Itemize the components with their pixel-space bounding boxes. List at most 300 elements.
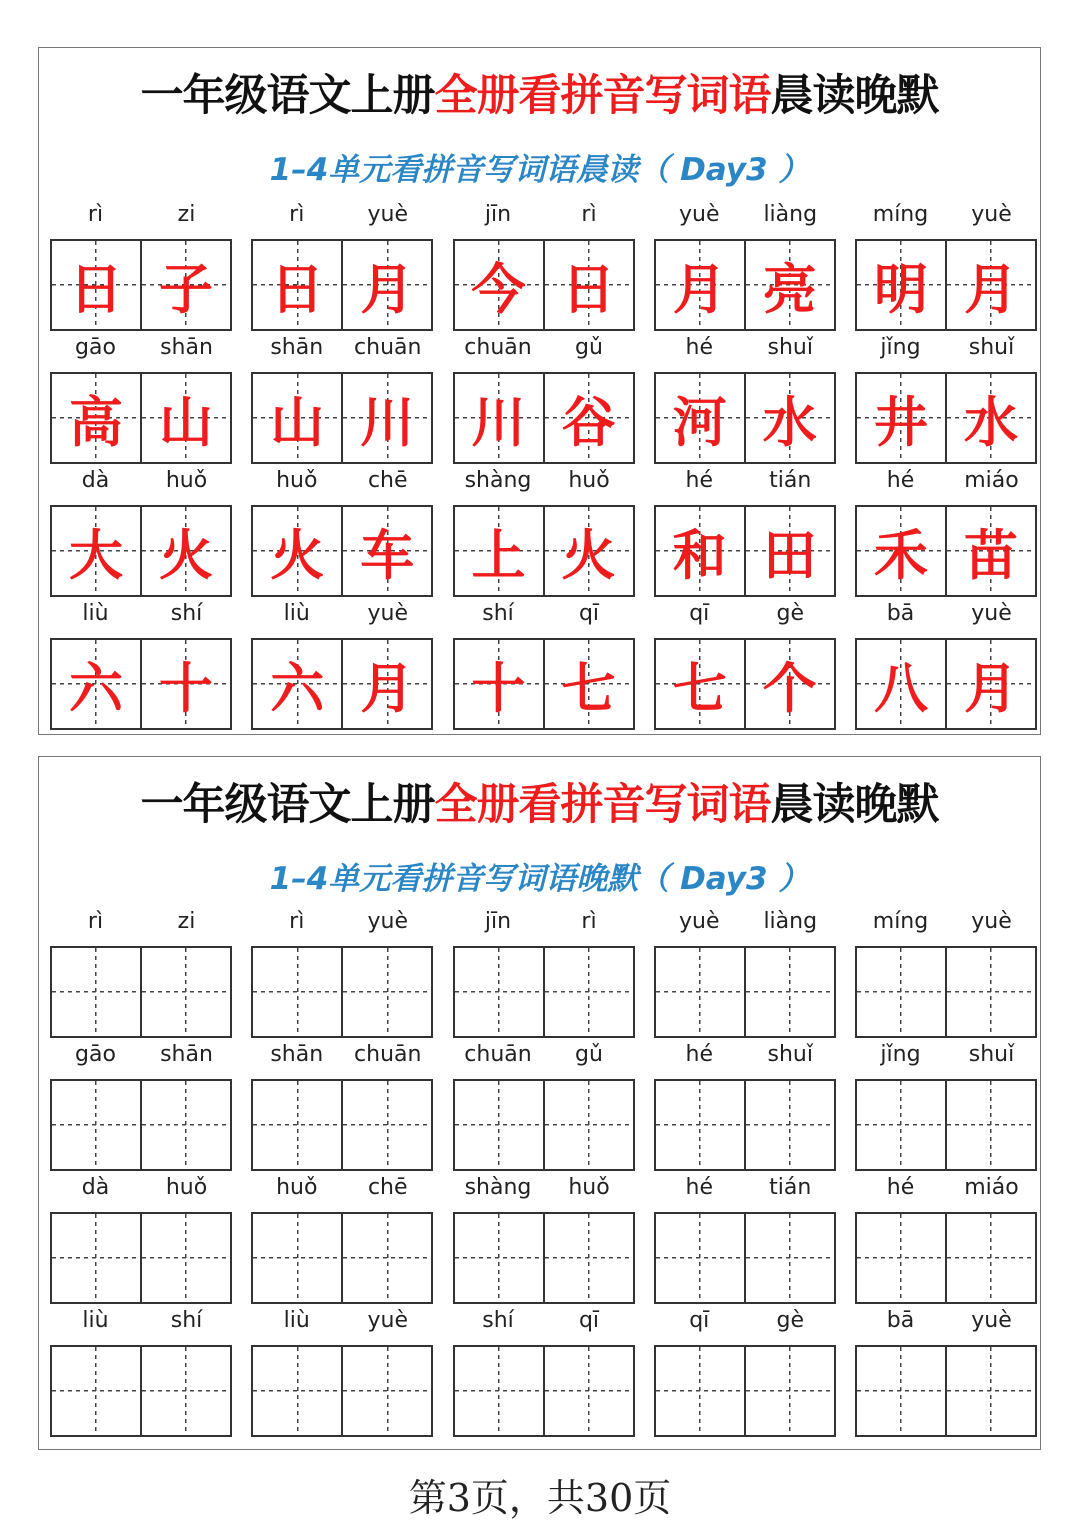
tianzige-box[interactable]: [945, 948, 1035, 1036]
word-cell: [50, 599, 232, 732]
hanzi-char: 明: [874, 256, 928, 321]
pinyin: hé: [685, 1175, 713, 1200]
word-cell: [453, 907, 635, 1040]
word-cell: [855, 200, 1037, 333]
page-footer: 第3页，共30页: [408, 1476, 672, 1520]
tianzige-box[interactable]: [455, 1214, 543, 1302]
tianzige-box[interactable]: [253, 1081, 341, 1169]
title-highlight: 全册看拼音写词语: [434, 71, 771, 121]
title-highlight: 全册看拼音写词语: [434, 780, 771, 830]
hanzi-char: 禾: [874, 522, 928, 587]
tianzige-box[interactable]: [455, 1347, 543, 1435]
hanzi-char: 七: [672, 655, 727, 720]
tianzige-box: [52, 374, 140, 462]
word-cell: [453, 466, 635, 599]
pinyin-row: [654, 1306, 836, 1342]
tianzige-box: [543, 507, 633, 595]
tianzige-box: [341, 507, 431, 595]
pinyin: shān: [270, 1042, 324, 1067]
pinyin: chuān: [354, 335, 422, 360]
tianzige-box: [140, 241, 230, 329]
morning-reading-sheet: [38, 47, 1041, 735]
tianzige-box: [52, 241, 140, 329]
tianzige-boxes[interactable]: [855, 946, 1037, 1038]
word-cell: [50, 1040, 232, 1173]
tianzige-boxes[interactable]: [50, 1079, 232, 1171]
pinyin-row: [654, 333, 836, 369]
pinyin: shí: [482, 601, 514, 626]
pinyin: jīn: [484, 202, 512, 227]
tianzige-boxes[interactable]: [453, 1212, 635, 1304]
pinyin: shān: [160, 1042, 213, 1067]
word-cell: [50, 907, 232, 1040]
tianzige-boxes: [251, 638, 433, 730]
pinyin-row: [855, 1306, 1037, 1342]
word-cell: [251, 466, 433, 599]
tianzige-boxes: [251, 505, 433, 597]
tianzige-box: [543, 374, 633, 462]
tianzige-box[interactable]: [543, 1214, 633, 1302]
hanzi-char: 井: [874, 389, 928, 454]
pinyin: miáo: [964, 468, 1019, 493]
title-part-1: 一年级语文上册: [140, 71, 435, 121]
tianzige-box: [656, 640, 744, 728]
pinyin-row: [453, 599, 635, 635]
pinyin-row: [251, 907, 433, 943]
pinyin-row: [251, 1173, 433, 1209]
pinyin: jǐng: [880, 335, 921, 360]
pinyin-row: [654, 907, 836, 943]
word-cell: [654, 907, 836, 1040]
pinyin: zi: [177, 909, 196, 934]
tianzige-box: [455, 507, 543, 595]
tianzige-boxes: [50, 239, 232, 331]
tianzige-box[interactable]: [543, 1347, 633, 1435]
pinyin-row: [855, 333, 1037, 369]
word-cell: [251, 333, 433, 466]
pinyin: yuè: [679, 909, 720, 934]
pinyin: shuǐ: [968, 1042, 1015, 1067]
hanzi-char: 水: [964, 389, 1018, 454]
pinyin: liù: [82, 1308, 109, 1333]
hanzi-char: 月: [360, 655, 415, 720]
tianzige-box: [341, 241, 431, 329]
tianzige-boxes: [654, 372, 836, 464]
pinyin: yuè: [971, 202, 1012, 227]
tianzige-box: [455, 374, 543, 462]
tianzige-box: [945, 507, 1035, 595]
hanzi-char: 十: [471, 655, 526, 720]
tianzige-box[interactable]: [744, 1347, 834, 1435]
tianzige-box: [455, 640, 543, 728]
tianzige-boxes: [251, 239, 433, 331]
tianzige-box: [656, 374, 744, 462]
sheet-title: [39, 68, 1040, 124]
hanzi-char: 川: [360, 389, 415, 454]
word-cell: [251, 907, 433, 1040]
tianzige-boxes[interactable]: [453, 1345, 635, 1437]
tianzige-boxes[interactable]: [50, 946, 232, 1038]
evening-dictation-sheet: [38, 756, 1041, 1450]
pinyin: qī: [578, 1308, 600, 1333]
tianzige-box[interactable]: [140, 1081, 230, 1169]
tianzige-boxes[interactable]: [50, 1345, 232, 1437]
pinyin-row: [453, 333, 635, 369]
tianzige-boxes[interactable]: [654, 1345, 836, 1437]
pinyin: chuān: [464, 1042, 532, 1067]
word-cell: [453, 333, 635, 466]
hanzi-char: 子: [159, 256, 213, 321]
pinyin-row: [654, 466, 836, 502]
hanzi-char: 日: [561, 256, 616, 321]
tianzige-boxes: [654, 505, 836, 597]
word-cell: [453, 1306, 635, 1439]
pinyin-row: [251, 1040, 433, 1076]
hanzi-char: 上: [471, 522, 526, 587]
pinyin-row: [855, 907, 1037, 943]
pinyin: shuǐ: [767, 1042, 813, 1067]
tianzige-boxes[interactable]: [654, 1079, 836, 1171]
tianzige-boxes: [50, 505, 232, 597]
tianzige-boxes[interactable]: [50, 1212, 232, 1304]
tianzige-boxes[interactable]: [855, 1212, 1037, 1304]
pinyin-row: [50, 466, 232, 502]
pinyin: liù: [283, 1308, 310, 1333]
pinyin-row: [855, 466, 1037, 502]
tianzige-box: [945, 241, 1035, 329]
pinyin: bā: [886, 601, 915, 626]
pinyin-row: [251, 599, 433, 635]
pinyin-row: [50, 1040, 232, 1076]
pinyin: chē: [367, 1175, 408, 1200]
tianzige-box[interactable]: [341, 1214, 431, 1302]
word-cell: [855, 333, 1037, 466]
tianzige-box: [455, 241, 543, 329]
tianzige-box: [857, 507, 945, 595]
hanzi-char: 七: [561, 655, 616, 720]
pinyin: jīn: [484, 909, 512, 934]
tianzige-box[interactable]: [656, 948, 744, 1036]
pinyin: gè: [776, 601, 804, 626]
tianzige-box[interactable]: [140, 948, 230, 1036]
tianzige-boxes[interactable]: [453, 946, 635, 1038]
word-cell: [855, 907, 1037, 1040]
word-cell: [453, 1040, 635, 1173]
hanzi-char: 火: [270, 522, 325, 587]
pinyin-row: [453, 1173, 635, 1209]
hanzi-char: 川: [471, 389, 526, 454]
pinyin-row: [855, 1040, 1037, 1076]
tianzige-boxes[interactable]: [453, 1079, 635, 1171]
pinyin: hé: [685, 468, 713, 493]
pinyin: tián: [769, 468, 812, 493]
tianzige-box[interactable]: [341, 1347, 431, 1435]
tianzige-box: [341, 374, 431, 462]
word-cell: [251, 599, 433, 732]
pinyin: yuè: [971, 1308, 1012, 1333]
pinyin: huǒ: [165, 468, 208, 493]
tianzige-boxes: [855, 505, 1037, 597]
word-cell: [251, 1040, 433, 1173]
tianzige-box: [543, 640, 633, 728]
tianzige-box: [656, 507, 744, 595]
tianzige-box[interactable]: [253, 1347, 341, 1435]
hanzi-char: 月: [964, 256, 1018, 321]
tianzige-boxes: [855, 239, 1037, 331]
tianzige-box: [744, 374, 834, 462]
pinyin: dà: [81, 468, 110, 493]
hanzi-char: 十: [159, 655, 213, 720]
word-cell: [855, 1040, 1037, 1173]
pinyin: shí: [482, 1308, 514, 1333]
hanzi-char: 六: [270, 655, 325, 720]
tianzige-box[interactable]: [857, 948, 945, 1036]
word-cell: [50, 200, 232, 333]
tianzige-box[interactable]: [455, 948, 543, 1036]
word-cell: [855, 599, 1037, 732]
word-cell: [50, 1173, 232, 1306]
word-cell: [654, 1306, 836, 1439]
tianzige-boxes[interactable]: [654, 946, 836, 1038]
tianzige-box[interactable]: [52, 1347, 140, 1435]
hanzi-char: 火: [561, 522, 616, 587]
tianzige-box[interactable]: [857, 1347, 945, 1435]
hanzi-char: 水: [762, 389, 817, 454]
pinyin: míng: [872, 202, 929, 227]
tianzige-box: [52, 640, 140, 728]
pinyin: bā: [886, 1308, 915, 1333]
tianzige-box: [945, 640, 1035, 728]
tianzige-boxes: [50, 638, 232, 730]
tianzige-box[interactable]: [744, 1214, 834, 1302]
pinyin: zi: [177, 202, 196, 227]
hanzi-char: 六: [69, 655, 123, 720]
hanzi-char: 火: [159, 522, 213, 587]
word-cell: [855, 1173, 1037, 1306]
word-cell: [251, 1173, 433, 1306]
tianzige-box[interactable]: [945, 1081, 1035, 1169]
tianzige-box[interactable]: [656, 1214, 744, 1302]
pinyin: hé: [685, 335, 713, 360]
pinyin: gāo: [75, 1042, 116, 1067]
hanzi-char: 日: [270, 256, 325, 321]
hanzi-char: 高: [69, 389, 123, 454]
pinyin-row: [251, 466, 433, 502]
hanzi-char: 河: [672, 389, 727, 454]
pinyin-row: [453, 1306, 635, 1342]
pinyin: gǔ: [575, 1042, 603, 1067]
tianzige-box[interactable]: [253, 1214, 341, 1302]
tianzige-box: [253, 507, 341, 595]
pinyin-row: [50, 333, 232, 369]
tianzige-box: [744, 241, 834, 329]
pinyin: chuān: [464, 335, 532, 360]
word-cell: [50, 333, 232, 466]
hanzi-char: 山: [270, 389, 325, 454]
pinyin: shàng: [464, 468, 532, 493]
tianzige-box: [945, 374, 1035, 462]
pinyin: chē: [367, 468, 408, 493]
pinyin: yuè: [367, 1308, 408, 1333]
pinyin: shān: [160, 335, 213, 360]
hanzi-char: 车: [360, 522, 415, 587]
word-cell: [251, 1306, 433, 1439]
pinyin: huǒ: [276, 1175, 318, 1200]
pinyin: rì: [87, 202, 104, 227]
tianzige-boxes: [453, 505, 635, 597]
sheet-title: [39, 777, 1040, 833]
word-cell: [654, 333, 836, 466]
pinyin-row: [50, 907, 232, 943]
word-cell: [453, 599, 635, 732]
word-cell: [453, 200, 635, 333]
word-cell: [453, 1173, 635, 1306]
hanzi-char: 日: [69, 256, 123, 321]
tianzige-box[interactable]: [52, 1214, 140, 1302]
tianzige-box[interactable]: [455, 1081, 543, 1169]
pinyin: tián: [769, 1175, 812, 1200]
title-part-2: 晨读晚默: [770, 780, 939, 830]
pinyin: gāo: [75, 335, 116, 360]
pinyin: shí: [170, 1308, 203, 1333]
tianzige-box[interactable]: [253, 948, 341, 1036]
tianzige-boxes: [855, 638, 1037, 730]
word-cell: [654, 599, 836, 732]
tianzige-box[interactable]: [140, 1214, 230, 1302]
tianzige-box[interactable]: [140, 1347, 230, 1435]
tianzige-boxes: [50, 372, 232, 464]
pinyin: shān: [270, 335, 324, 360]
pinyin: hé: [685, 1042, 713, 1067]
pinyin-row: [855, 1173, 1037, 1209]
tianzige-boxes[interactable]: [855, 1345, 1037, 1437]
pinyin-row: [654, 599, 836, 635]
tianzige-boxes[interactable]: [251, 1345, 433, 1437]
tianzige-box: [656, 241, 744, 329]
word-cell: [50, 466, 232, 599]
pinyin-row: [453, 1040, 635, 1076]
word-cell: [654, 1040, 836, 1173]
pinyin: miáo: [964, 1175, 1019, 1200]
pinyin: liù: [82, 601, 109, 626]
pinyin-row: [453, 907, 635, 943]
pinyin-row: [654, 200, 836, 236]
pinyin: shuǐ: [968, 335, 1015, 360]
word-cell: [251, 200, 433, 333]
word-cell: [855, 466, 1037, 599]
tianzige-box: [140, 640, 230, 728]
pinyin-row: [654, 1040, 836, 1076]
pinyin: huǒ: [276, 468, 318, 493]
pinyin: yuè: [367, 601, 408, 626]
tianzige-box[interactable]: [52, 948, 140, 1036]
tianzige-boxes[interactable]: [251, 946, 433, 1038]
pinyin-row: [251, 1306, 433, 1342]
word-grid: [50, 907, 1037, 1439]
tianzige-box: [857, 640, 945, 728]
pinyin: jǐng: [880, 1042, 921, 1067]
pinyin: qī: [689, 601, 710, 626]
hanzi-char: 大: [69, 522, 123, 587]
pinyin: gǔ: [575, 335, 603, 360]
tianzige-box: [52, 507, 140, 595]
pinyin-row: [654, 1173, 836, 1209]
tianzige-boxes: [654, 239, 836, 331]
sheet-subtitle: 1–4单元看拼音写词语晚默（ Day3 ）: [269, 861, 810, 897]
sheet-subtitle: 1–4单元看拼音写词语晨读（ Day3 ）: [269, 152, 810, 188]
hanzi-char: 今: [471, 256, 526, 321]
pinyin: qī: [689, 1308, 710, 1333]
tianzige-box: [253, 640, 341, 728]
tianzige-box[interactable]: [857, 1214, 945, 1302]
tianzige-box: [140, 507, 230, 595]
pinyin: rì: [87, 909, 104, 934]
tianzige-box[interactable]: [744, 948, 834, 1036]
word-cell: [654, 1173, 836, 1306]
tianzige-boxes[interactable]: [251, 1079, 433, 1171]
pinyin-row: [251, 200, 433, 236]
pinyin: huǒ: [568, 1175, 610, 1200]
tianzige-box[interactable]: [543, 948, 633, 1036]
pinyin: huǒ: [165, 1175, 208, 1200]
hanzi-char: 和: [672, 522, 727, 587]
pinyin: shuǐ: [767, 335, 813, 360]
hanzi-char: 田: [762, 522, 817, 587]
tianzige-box[interactable]: [857, 1081, 945, 1169]
tianzige-box[interactable]: [945, 1214, 1035, 1302]
tianzige-box[interactable]: [744, 1081, 834, 1169]
tianzige-boxes[interactable]: [855, 1079, 1037, 1171]
pinyin-row: [50, 1306, 232, 1342]
pinyin: gè: [776, 1308, 804, 1333]
pinyin: shí: [170, 601, 203, 626]
hanzi-char: 八: [874, 655, 928, 720]
hanzi-char: 月: [964, 655, 1018, 720]
tianzige-box[interactable]: [945, 1347, 1035, 1435]
word-cell: [654, 466, 836, 599]
hanzi-char: 山: [159, 389, 213, 454]
word-grid: [50, 200, 1037, 732]
tianzige-boxes[interactable]: [654, 1212, 836, 1304]
pinyin-row: [855, 599, 1037, 635]
pinyin: hé: [886, 1175, 915, 1200]
tianzige-box[interactable]: [341, 1081, 431, 1169]
pinyin: rì: [289, 909, 305, 934]
pinyin: yuè: [367, 202, 408, 227]
pinyin: dà: [81, 1175, 110, 1200]
tianzige-box[interactable]: [543, 1081, 633, 1169]
pinyin-row: [453, 200, 635, 236]
tianzige-box: [857, 241, 945, 329]
tianzige-box[interactable]: [656, 1347, 744, 1435]
pinyin: liàng: [763, 202, 818, 227]
tianzige-box[interactable]: [52, 1081, 140, 1169]
tianzige-box: [253, 241, 341, 329]
tianzige-boxes: [855, 372, 1037, 464]
pinyin: yuè: [679, 202, 720, 227]
tianzige-boxes: [453, 372, 635, 464]
tianzige-box: [140, 374, 230, 462]
hanzi-char: 个: [762, 655, 817, 720]
title-part-2: 晨读晚默: [770, 71, 939, 121]
tianzige-box[interactable]: [656, 1081, 744, 1169]
hanzi-char: 月: [360, 256, 415, 321]
pinyin: chuān: [354, 1042, 422, 1067]
tianzige-box[interactable]: [341, 948, 431, 1036]
tianzige-box: [341, 640, 431, 728]
hanzi-char: 苗: [964, 522, 1018, 587]
tianzige-boxes[interactable]: [251, 1212, 433, 1304]
